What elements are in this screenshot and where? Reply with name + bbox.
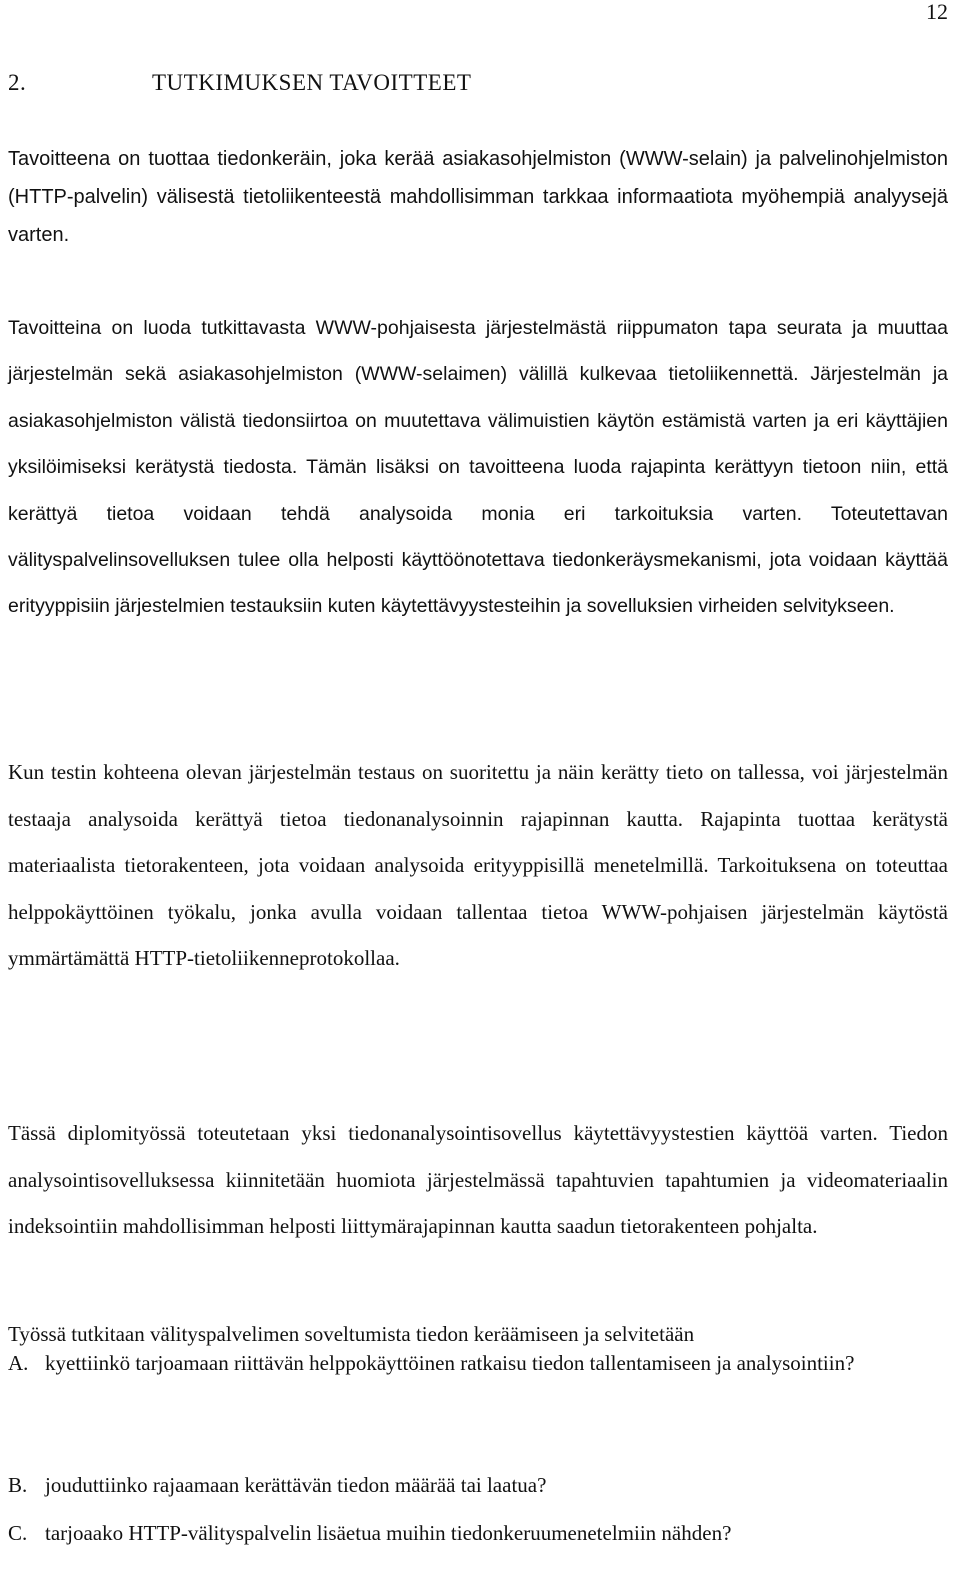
list-item-c bbox=[8, 1510, 948, 1557]
list-letter: C. bbox=[8, 1521, 28, 1545]
paragraph-5: Työssä tutkitaan välityspalvelimen soveltumista tiedon keräämiseen ja selvitetään bbox=[8, 1322, 695, 1346]
list-item-b bbox=[8, 1462, 948, 1509]
paragraph-1: Tavoitteena on tuottaa tiedonkeräin, joka kerää asiakasohjelmiston (WWW-selain) ja palvelinohjelmiston (HTTP-palvelin) välisestä tietoliikenteestä mahdollisimman tarkkaa informaatiota myöhempiä analyysejä varten. bbox=[8, 148, 948, 246]
section-number: 2. bbox=[8, 70, 27, 95]
paragraph-2: Tavoitteina on luoda tutkittavasta WWW-pohjaisesta järjestelmästä riippumaton tapa seurata ja muuttaa järjestelmän sekä asiakasohjelmiston (WWW-selaimen) välillä kulkevaa tietoliikennettä. Järjestelmän ja asiakasohjelmiston välistä tiedonsiirtoa on muutettava välimuistien käytön estämistä varten ja eri käyttäjien yksilöimiseksi kerätystä tiedosta. Tämän lisäksi on tavoitteena luoda rajapinta kerättyyn tietoon niin, että kerättyä tietoa voidaan tehdä analysoida monia eri tarkoituksia varten. Toteutettavan välityspalvelinsovelluksen tulee olla helposti käyttöönotettava tiedonkeräysmekanismi, jota voidaan käyttää erityyppisiin järjestelmien testauksiin kuten käytettävyystesteihin ja sovelluksien virheiden selvitykseen. bbox=[8, 317, 948, 618]
list-item-a bbox=[8, 1340, 948, 1387]
section-heading bbox=[8, 68, 471, 98]
page-number: 12 bbox=[926, 0, 948, 24]
list-letter: A. bbox=[8, 1351, 29, 1375]
paragraph-4: Tässä diplomityössä toteutetaan yksi tiedonanalysointisovellus käytettävyystestien käyttöä varten. Tiedon analysointisovelluksessa kiinnitetään huomiota järjestelmässä tapahtuvien tapahtumien ja videomateriaalin indeksointiin mahdollisimman helposti liittymärajapinnan kautta saadun tietorakenteen pohjalta. bbox=[8, 1121, 948, 1239]
paragraph-3: Kun testin kohteena olevan järjestelmän testaus on suoritettu ja näin kerätty tieto on tallessa, voi järjestelmän testaaja analysoida kerättyä tietoa tiedonanalysoinnin rajapinnan kautta. Rajapinta tuottaa kerätystä materiaalista tietorakenteen, jota voidaan analysoida erityyppisillä menetelmillä. Tarkoituksena on toteuttaa helppokäyttöinen työkalu, jonka avulla voidaan tallentaa tietoa WWW-pohjaisen järjestelmän käytöstä ymmärtämättä HTTP-tietoliikenneprotokollaa. bbox=[8, 760, 948, 971]
list-letter: B. bbox=[8, 1473, 28, 1497]
list-text: jouduttiinko rajaamaan kerättävän tiedon määrää tai laatua? bbox=[45, 1473, 547, 1497]
list-text: tarjoaako HTTP-välityspalvelin lisäetua muihin tiedonkeruumenetelmiin nähden? bbox=[45, 1521, 732, 1545]
section-title: TUTKIMUKSEN TAVOITTEET bbox=[152, 70, 472, 95]
list-text: kyettiinkö tarjoamaan riittävän helppokäyttöinen ratkaisu tiedon tallentamiseen ja analysointiin? bbox=[45, 1351, 855, 1375]
